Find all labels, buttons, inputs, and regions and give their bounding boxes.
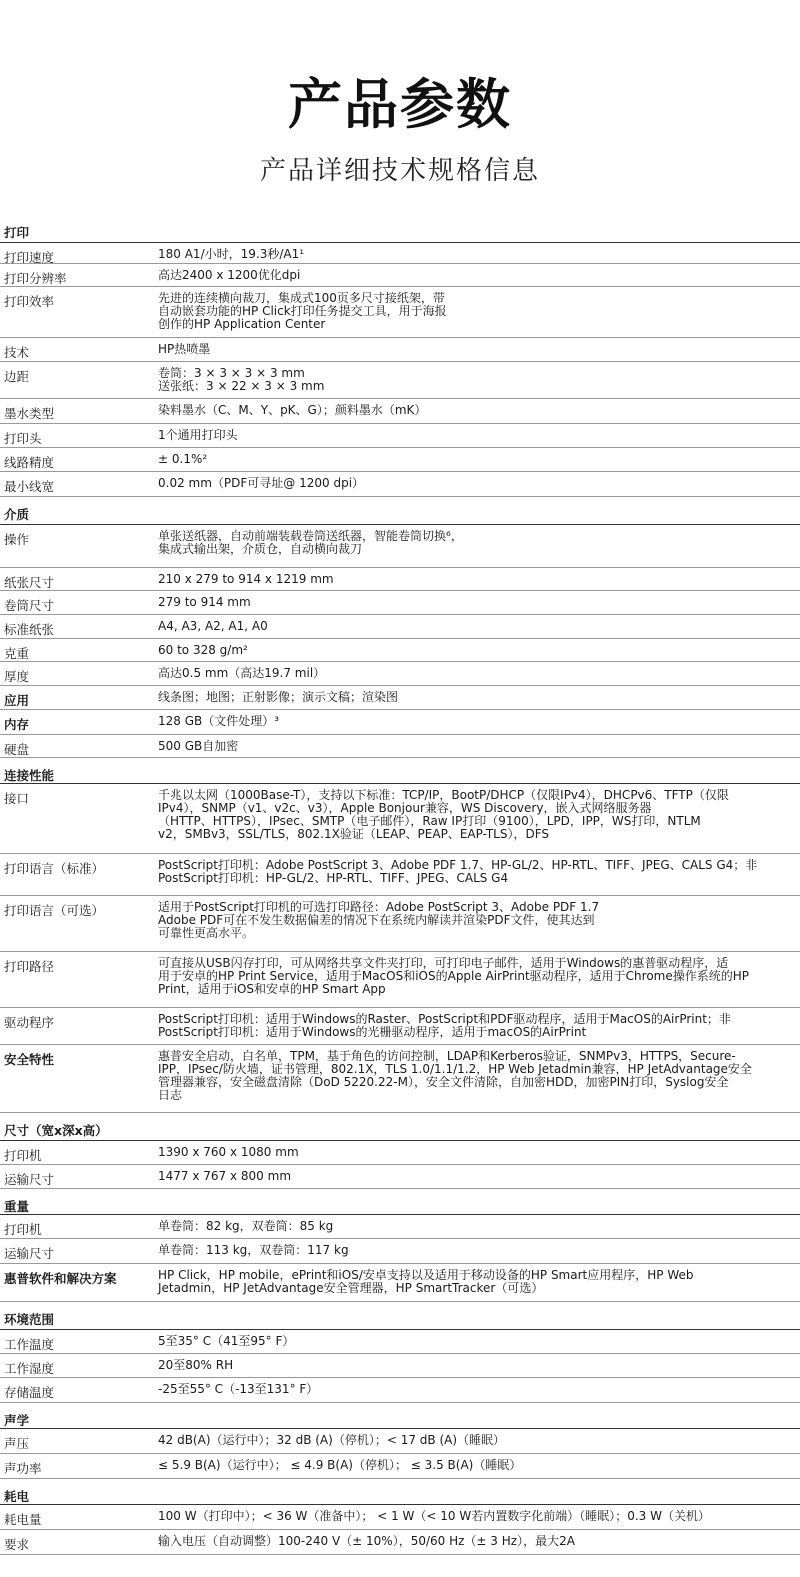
spec-label: 边距 (4, 369, 30, 384)
spec-row (0, 1165, 800, 1189)
spec-label: 打印机 (4, 1148, 42, 1163)
spec-row (0, 1264, 800, 1302)
spec-row (0, 243, 800, 264)
spec-row (0, 662, 800, 686)
spec-value: 180 A1/小时，19.3秒/A1¹ (158, 247, 305, 261)
spec-value: 1个通用打印头 (158, 428, 238, 442)
spec-value: 先进的连续横向裁刀，集成式100页多尺寸接纸架，带 自动嵌套功能的HP Click打印任务提交工具，用于海报 创作的HP Application Center (158, 291, 447, 331)
spec-row (0, 735, 800, 758)
spec-row (0, 1530, 800, 1555)
spec-row (0, 448, 800, 472)
spec-label: 存储温度 (4, 1385, 55, 1400)
spec-value: 279 to 914 mm (158, 595, 251, 609)
spec-value: 输入电压（自动调整）100-240 V（± 10%），50/60 Hz（± 3 Hz），最大2A (158, 1534, 575, 1548)
section-header: 声学 (0, 1403, 800, 1429)
spec-value: PostScript打印机：Adobe PostScript 3、Adobe PDF 1.7、HP-GL/2、HP-RTL、TIFF、JPEG、CALS G4；非 PostScript打印机：HP-GL/2、HP-RTL、TIFF、JPEG、CALS G4 (158, 858, 758, 885)
spec-label: 惠普软件和解决方案 (4, 1271, 117, 1286)
spec-row (0, 784, 800, 854)
spec-row (0, 568, 800, 591)
spec-value: 500 GB自加密 (158, 739, 239, 753)
spec-row (0, 686, 800, 710)
section-header: 耗电 (0, 1479, 800, 1505)
spec-label: 驱动程序 (4, 1015, 55, 1030)
section-header: 介质 (0, 497, 800, 525)
spec-value: 可直接从USB闪存打印，可从网络共享文件夹打印，可打印电子邮件，适用于Windows的惠普驱动程序，适 用于安卓的HP Print Service，适用于MacOS和iOS的Apple AirPrint驱动程序，适用于Chrome操作系统的HP Print，适用于iOS和安卓的HP Smart App (158, 956, 749, 996)
spec-value: 单张送纸器，自动前端装载卷筒送纸器，智能卷筒切换⁶， 集成式输出架，介质仓，自动横向裁刀 (158, 529, 463, 556)
spec-row (0, 615, 800, 639)
spec-label: 打印语言（可选） (4, 903, 105, 918)
spec-row (0, 1378, 800, 1403)
spec-label: 运输尺寸 (4, 1246, 55, 1261)
spec-label: 应用 (4, 693, 30, 708)
section-header: 尺寸（宽x深x高） (0, 1113, 800, 1141)
spec-label: 打印路径 (4, 959, 55, 974)
spec-row (0, 424, 800, 448)
spec-row (0, 896, 800, 952)
spec-label: 线路精度 (4, 455, 55, 470)
spec-row (0, 1330, 800, 1354)
spec-row (0, 338, 800, 362)
spec-label: 接口 (4, 791, 30, 806)
spec-label: 内存 (4, 717, 30, 732)
spec-row (0, 1239, 800, 1264)
spec-value: 适用于PostScript打印机的可选打印路径：Adobe PostScript 3、Adobe PDF 1.7 Adobe PDF可在不发生数据偏差的情况下在系统内解读并渲染PDF文件，使其达到 可靠性更高水平。 (158, 900, 600, 940)
spec-row (0, 1505, 800, 1530)
spec-label: 安全特性 (4, 1052, 55, 1067)
spec-label: 克重 (4, 646, 30, 661)
spec-value: 线条图；地图；正射影像；演示文稿；渲染图 (158, 690, 399, 704)
spec-row (0, 1215, 800, 1239)
spec-row (0, 362, 800, 399)
spec-value: HP Click，HP mobile，ePrint和iOS/安卓支持以及适用于移动设备的HP Smart应用程序，HP Web Jetadmin，HP JetAdvantage安全管理器，HP SmartTracker（可选） (158, 1268, 694, 1295)
spec-value: 惠普安全启动，白名单，TPM，基于角色的访问控制，LDAP和Kerberos验证，SNMPv3，HTTPS，Secure- IPP，IPsec/防火墙，证书管理，802.1X，TLS 1.0/1.1/1.2，HP Web Jetadmin兼容，HP JetAdvantage安全 管理器兼容，安全磁盘清除（DoD 5220.22-M），安全文件清除，自加密HDD，加密PIN打印，Syslog安全 日志 (158, 1049, 752, 1102)
spec-row (0, 472, 800, 497)
spec-label: 运输尺寸 (4, 1172, 55, 1187)
spec-label: 墨水类型 (4, 406, 55, 421)
spec-label: 打印速度 (4, 250, 55, 265)
spec-value: 染料墨水（C、M、Y、pK、G）；颜料墨水（mK） (158, 403, 427, 417)
spec-value: 42 dB(A)（运行中）；32 dB (A)（停机）；< 17 dB (A)（睡眠） (158, 1433, 506, 1447)
spec-value: A4, A3, A2, A1, A0 (158, 619, 268, 633)
section-header: 环境范围 (0, 1302, 800, 1330)
spec-label: 打印头 (4, 431, 42, 446)
section-header: 连接性能 (0, 758, 800, 784)
section-header: 打印 (0, 215, 800, 243)
spec-row (0, 854, 800, 896)
spec-row (0, 1354, 800, 1378)
section-header: 重量 (0, 1189, 800, 1215)
spec-value: 1390 x 760 x 1080 mm (158, 1145, 299, 1159)
spec-row (0, 1454, 800, 1479)
spec-label: 打印效率 (4, 294, 55, 309)
spec-value: 210 x 279 to 914 x 1219 mm (158, 572, 334, 586)
spec-row (0, 264, 800, 287)
spec-label: 硬盘 (4, 742, 30, 757)
spec-row (0, 952, 800, 1008)
spec-table (0, 215, 800, 1555)
spec-row (0, 525, 800, 568)
spec-value: 5至35° C（41至95° F） (158, 1334, 295, 1348)
spec-row (0, 1141, 800, 1165)
spec-row (0, 591, 800, 615)
spec-row (0, 1429, 800, 1454)
spec-row (0, 1045, 800, 1113)
spec-value: ± 0.1%² (158, 452, 208, 466)
spec-row (0, 399, 800, 424)
spec-value: 千兆以太网（1000Base-T），支持以下标准：TCP/IP，BootP/DHCP（仅限IPv4），DHCPv6、TFTP（仅限 IPv4），SNMP（v1、v2c、v3），Apple Bonjour兼容，WS Discovery，嵌入式网络服务器 （HTTP、HTTPS），IPsec、SMTP（电子邮件），Raw IP打印（9100），LPD，IPP，WS打印，NTLM v2，SMBv3，SSL/TLS，802.1X验证（LEAP、PEAP、EAP-TLS），DFS (158, 788, 729, 841)
spec-row (0, 710, 800, 735)
spec-value: 高达0.5 mm（高达19.7 mil） (158, 666, 326, 680)
spec-label: 最小线宽 (4, 479, 55, 494)
spec-value: 高达2400 x 1200优化dpi (158, 268, 301, 282)
spec-value: 1477 x 767 x 800 mm (158, 1169, 292, 1183)
spec-label: 打印语言（标准） (4, 861, 105, 876)
spec-row (0, 1008, 800, 1045)
spec-value: 0.02 mm（PDF可寻址@ 1200 dpi） (158, 476, 365, 490)
spec-label: 声功率 (4, 1461, 42, 1476)
spec-value: 单卷筒：113 kg，双卷筒：117 kg (158, 1243, 349, 1257)
spec-value: 60 to 328 g/m² (158, 643, 248, 657)
spec-label: 纸张尺寸 (4, 575, 55, 590)
spec-label: 耗电量 (4, 1512, 42, 1527)
spec-label: 要求 (4, 1537, 30, 1552)
spec-value: -25至55° C（-13至131° F） (158, 1382, 319, 1396)
spec-row (0, 287, 800, 338)
spec-value: 卷筒：3 × 3 × 3 × 3 mm 送张纸：3 × 22 × 3 × 3 mm (158, 366, 325, 393)
spec-value: HP热喷墨 (158, 342, 211, 356)
spec-label: 打印机 (4, 1222, 42, 1237)
spec-value: 100 W（打印中）；< 36 W（准备中）； < 1 W（< 10 W若内置数字化前端）（睡眠）；0.3 W（关机） (158, 1509, 710, 1523)
spec-label: 卷筒尺寸 (4, 598, 55, 613)
spec-label: 工作温度 (4, 1337, 55, 1352)
spec-label: 厚度 (4, 669, 30, 684)
spec-label: 工作湿度 (4, 1361, 55, 1376)
spec-value: 20至80% RH (158, 1358, 234, 1372)
spec-value: 单卷筒：82 kg，双卷筒：85 kg (158, 1219, 334, 1233)
spec-value: PostScript打印机：适用于Windows的Raster、PostScript和PDF驱动程序，适用于MacOS的AirPrint；非 PostScript打印机：适用于Windows的光栅驱动程序，适用于macOS的AirPrint (158, 1012, 731, 1039)
spec-value: ≤ 5.9 B(A)（运行中）； ≤ 4.9 B(A)（停机）； ≤ 3.5 B(A)（睡眠） (158, 1458, 522, 1472)
spec-label: 标准纸张 (4, 622, 55, 637)
spec-value: 128 GB（文件处理）³ (158, 714, 280, 728)
page-subtitle: 产品详细技术规格信息 (259, 156, 540, 186)
spec-label: 打印分辨率 (4, 271, 67, 286)
page-title: 产品参数 (288, 73, 512, 136)
spec-row (0, 639, 800, 662)
spec-label: 技术 (4, 345, 30, 360)
spec-label: 声压 (4, 1436, 30, 1451)
spec-label: 操作 (4, 532, 30, 547)
